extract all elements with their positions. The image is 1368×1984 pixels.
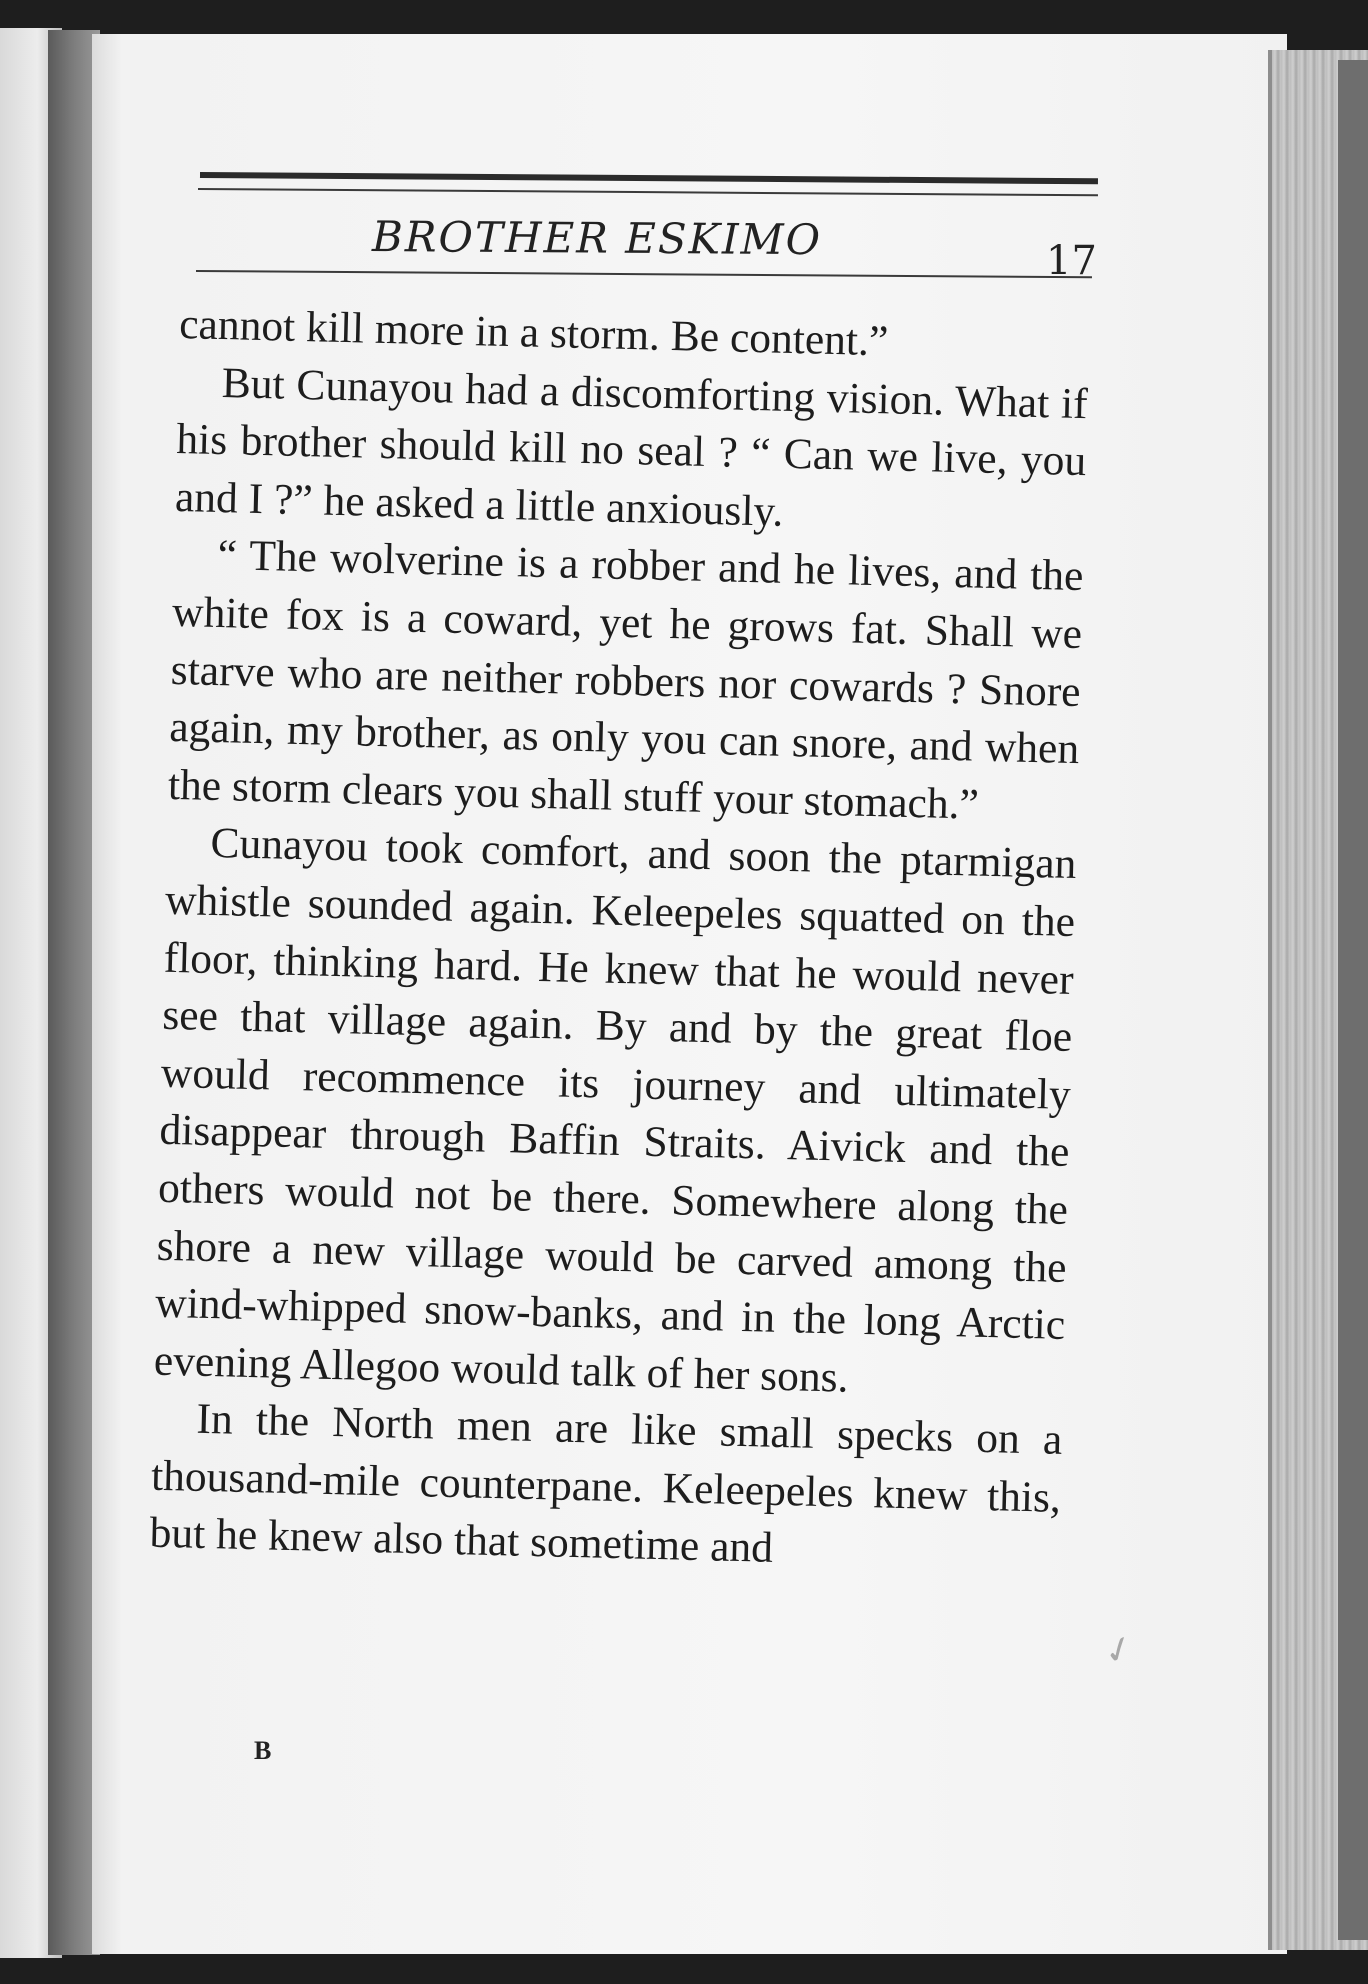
paragraph: In the North men are like small specks on a thousand-mile counterpane. Keleepeles knew this, but he knew also that sometime and (149, 1395, 1063, 1573)
signature-mark: B (254, 1736, 272, 1765)
running-title: BROTHER ESKIMO (371, 212, 823, 265)
paragraph: Cunayou took comfort, and soon the ptarmigan whistle sounded again. Keleepeles squatted on the floor, thinking hard. He knew that he would never see that village again. By and by the great floe would recommence its journey and ultimately disappear through Baffin Straits. Aivick and the others would not be there. Somewhere along the shore a new village would be carved among the wind-whipped snow-banks, and in the long Arctic evening Allegoo would talk of her sons. (153, 819, 1077, 1402)
paragraph: cannot kill more in a storm. Be content.” (178, 299, 889, 366)
paragraph: “ The wolverine is a robber and he lives, and the white fox is a coward, yet he grows fat. Shall we starve who are neither robbers nor cowards ? Snore again, my brother, as only you can snore, and when the storm clears you shall stuff your stomach.” (167, 531, 1085, 829)
body-text (149, 296, 1090, 1585)
pencil-tick-icon: ✓ (1097, 1626, 1141, 1675)
cover-edge (1338, 60, 1368, 1940)
paragraph: But Cunayou had a discomforting vision. What if his brother should kill no seal ? “ Can we live, you and I ?” he asked a little anxiously. (174, 358, 1089, 536)
page-number: 17 (1046, 238, 1097, 284)
